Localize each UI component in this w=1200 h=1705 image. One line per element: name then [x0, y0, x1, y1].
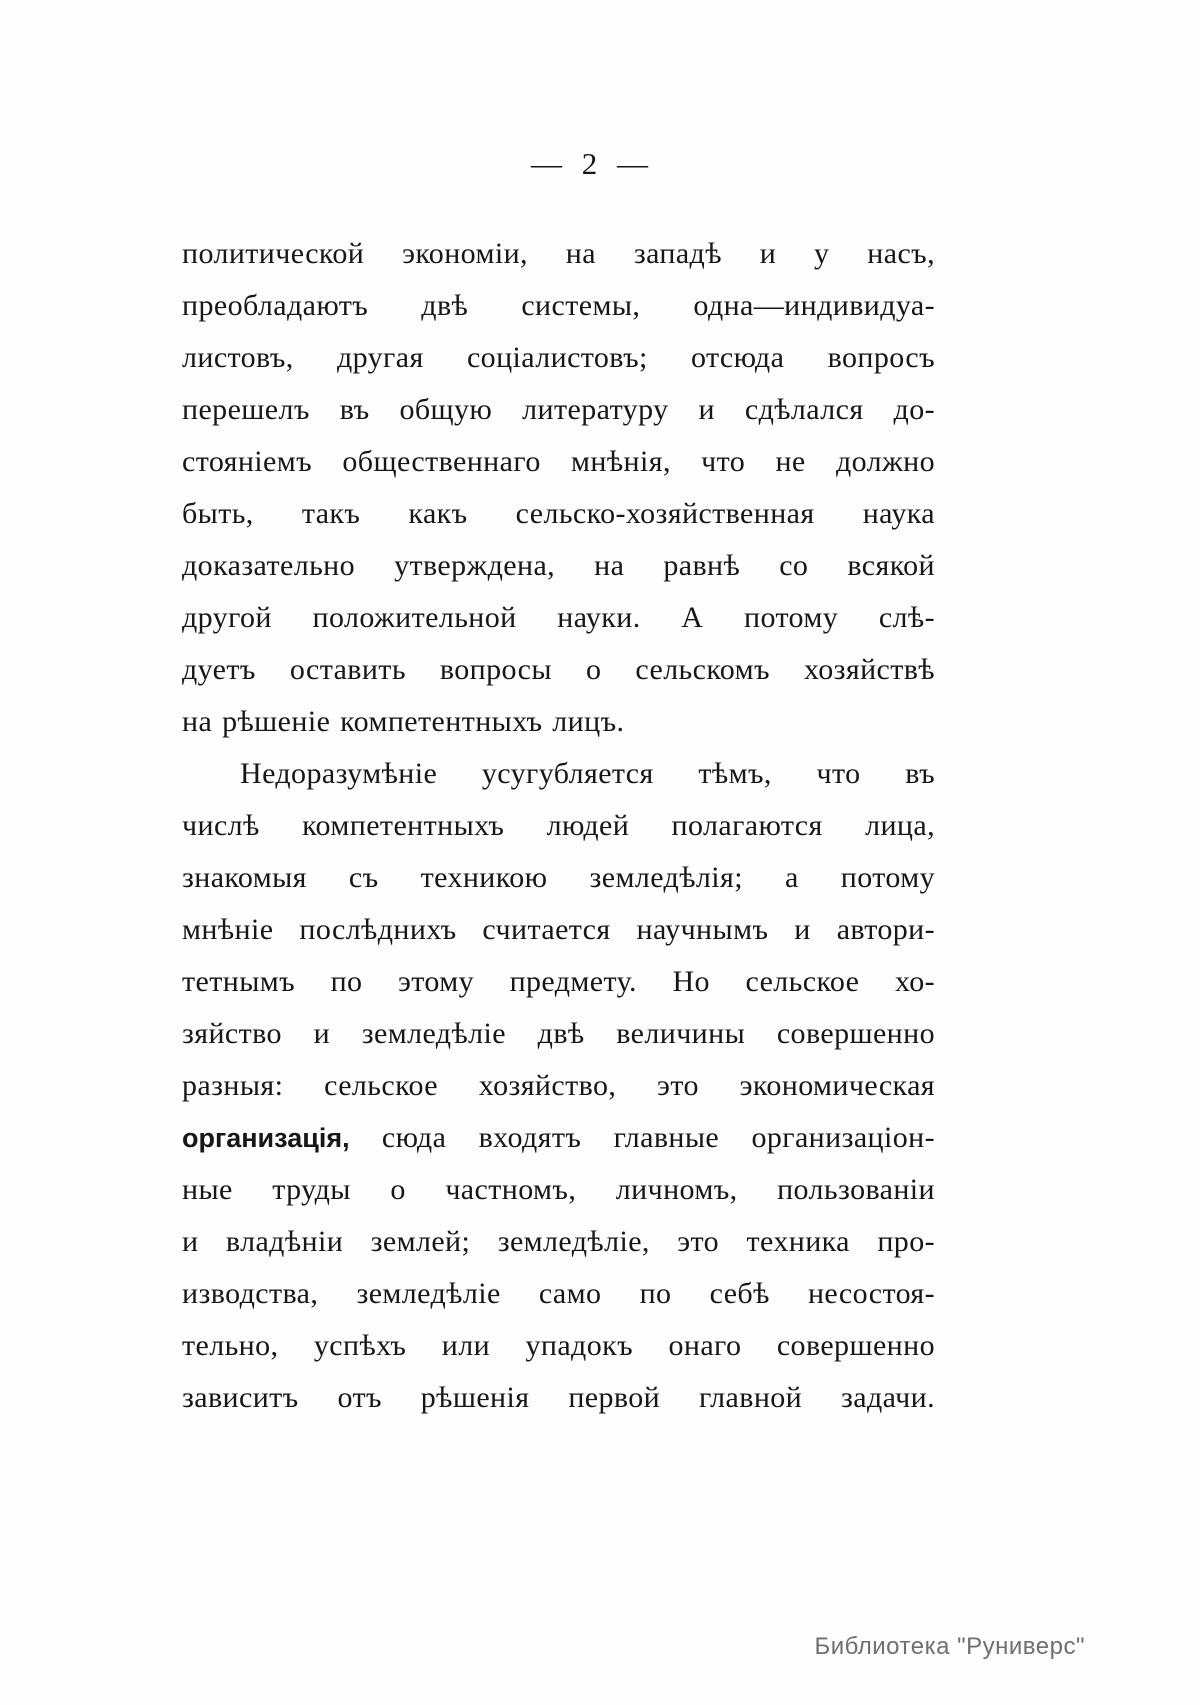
text-line: ные труды о частномъ, личномъ, пользованіи: [182, 1173, 935, 1206]
text-line: изводства, земледѣліе само по себѣ несостоя-: [182, 1277, 935, 1310]
text-line: другой положительной науки. А потому слѣ-: [182, 601, 935, 634]
emphasized-word: организація,: [182, 1123, 350, 1153]
text-line: листовъ, другая соціалистовъ; отсюда вопросъ: [182, 341, 935, 374]
text-line: быть, такъ какъ сельско-хозяйственная наука: [182, 497, 935, 530]
text-line: доказательно утверждена, на равнѣ со всякой: [182, 549, 935, 582]
text-line: разныя: сельское хозяйство, это экономическая: [182, 1069, 935, 1102]
text-line: тельно, успѣхъ или упадокъ онаго совершенно: [182, 1329, 935, 1362]
text-line: зависитъ отъ рѣшенія первой главной задачи.: [182, 1381, 935, 1414]
library-watermark: Библиотека "Руниверс": [814, 1633, 1085, 1660]
text-line: числѣ компетентныхъ людей полагаются лица,: [182, 809, 935, 842]
text-line: стояніемъ общественнаго мнѣнія, что не должно: [182, 445, 935, 478]
body-text-block: [182, 228, 935, 1424]
text-line: зяйство и земледѣліе двѣ величины совершенно: [182, 1017, 935, 1050]
text-line: политической экономіи, на западѣ и у насъ,: [182, 237, 935, 270]
page-number: — 2 —: [531, 146, 649, 181]
text-line: тетнымъ по этому предмету. Но сельское хо-: [182, 965, 935, 998]
text-line: перешелъ въ общую литературу и сдѣлался до-: [182, 393, 935, 426]
text-line: знакомыя съ техникою земледѣлія; а потому: [182, 861, 935, 894]
text-line: дуетъ оставить вопросы о сельскомъ хозяйствѣ: [182, 653, 935, 686]
text-line-paragraph-end: на рѣшеніе компетентныхъ лицъ.: [182, 705, 625, 738]
text-line: мнѣніе послѣднихъ считается научнымъ и автори-: [182, 913, 935, 946]
text-line: и владѣніи землей; земледѣліе, это техника про-: [182, 1225, 935, 1258]
text-line-with-emphasis: [182, 1112, 935, 1164]
text-line-remainder: сюда входятъ главные организаціон-: [349, 1121, 935, 1154]
text-line-paragraph-start: Недоразумѣніе усугубляется тѣмъ, что въ: [240, 757, 935, 790]
text-line: преобладаютъ двѣ системы, одна—индивидуа-: [182, 289, 935, 322]
